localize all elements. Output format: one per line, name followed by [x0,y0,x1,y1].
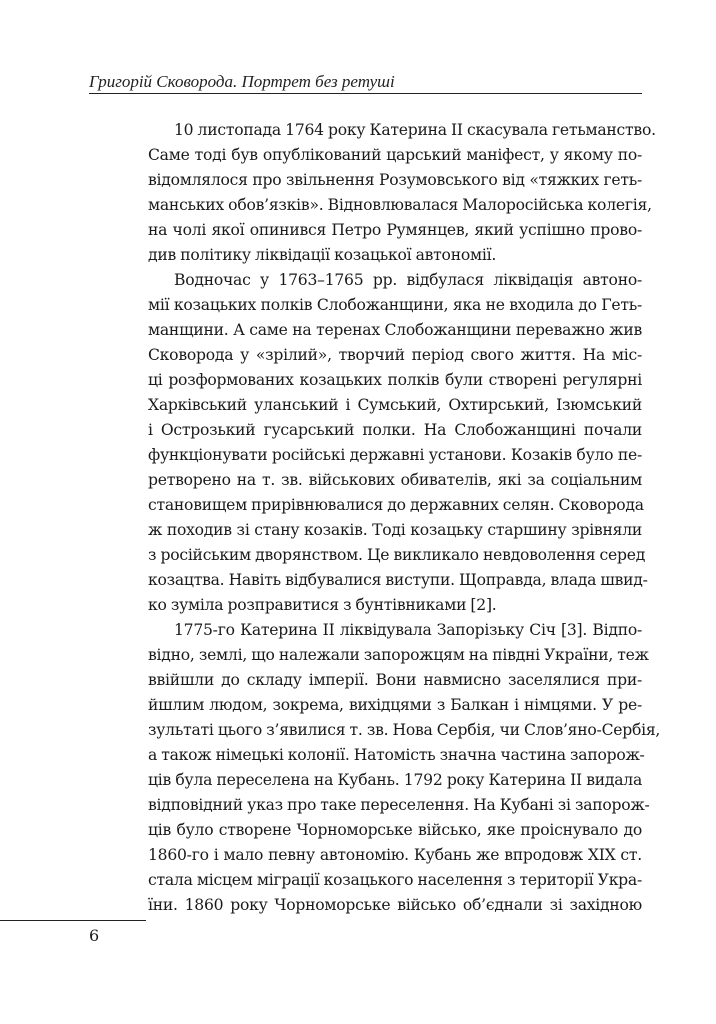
text-line: Харківський уланський і Сумський, Охтирський, Ізюмський [148,396,642,414]
header-divider [89,93,642,94]
text-line: ців була переселена на Кубань. 1792 року Катерина ІІ видала [148,771,642,789]
text-line: ців було створене Чорноморське військо, яке проіснувало до [148,821,642,839]
text-line: мії козацьких полків Слобожанщини, яка не входила до Геть- [148,296,642,314]
text-line: ко зуміла розправитися з бунтівниками [2]. [148,596,497,614]
footer-divider [0,920,146,921]
text-line: відно, землі, що належали запорожцям на півдні України, теж [148,646,649,664]
text-line: відповідний указ про таке переселення. На Кубані зі запорож- [148,796,650,814]
text-line: манських обов’язків». Відновлювалася Малоросійська колегія, [148,196,652,214]
text-line: ж походив зі стану козаків. Тоді козацьку старшину зрівняли [148,521,642,539]
body-text [148,118,661,918]
text-line: Сковорода у «зрілий», творчий період свого життя. На міс- [148,346,642,364]
text-line: 1860-го і мало певну автономію. Кубань же впродовж XIX ст. [148,846,642,864]
text-line: козацтва. Навіть відбувалися виступи. Щоправда, влада швид- [148,571,648,589]
page-number: 6 [89,926,100,945]
text-line: їни. 1860 року Чорноморське військо об’єднали зі західною [148,896,642,914]
text-line: 1775-го Катерина ІІ ліквідувала Запорізьку Січ [3]. Відпо- [174,621,642,639]
text-line: манщини. А саме на теренах Слобожанщини переважно жив [148,321,642,339]
text-line: і Острозький гусарський полки. На Слобожанщині почали [148,421,642,439]
text-line: Водночас у 1763–1765 рр. відбулася ліквідація автоно- [174,271,642,289]
text-line: становищем прирівнювалися до державних селян. Сковорода [148,496,644,514]
text-line: з російським дворянством. Це викликало невдоволення серед [148,546,646,564]
text-line: відомлялося про звільнення Розумовського від «тяжких геть- [148,171,642,189]
text-line: 10 листопада 1764 року Катерина ІІ скасувала гетьманство. [174,121,656,139]
text-line: а також німецькі колонії. Натомість значна частина запорож- [148,746,645,764]
running-header-title: Григорій Сковорода. Портрет без ретуші [89,72,395,91]
text-line: Саме тоді був опублікований царський маніфест, у якому по- [148,146,642,164]
text-line: ретворено на т. зв. військових обивателів, які за соціальним [148,471,642,489]
text-line: йшлим людом, зокрема, вихідцями з Балкан і німцями. У ре- [148,696,642,714]
text-line: зультаті цього з’явилися т. зв. Нова Сербія, чи Слов’яно-Сербія, [148,721,661,739]
text-line: на чолі якої опинився Петро Румянцев, який успішно прово- [148,221,642,239]
text-line: стала місцем міграції козацького населення з території Укра- [148,871,642,889]
text-line: функціонувати російські державні установи. Козаків було пе- [148,446,642,464]
text-line: див політику ліквідації козацької автономії. [148,246,497,264]
text-line: ці розформованих козацьких полків були створені регулярні [148,371,642,389]
text-line: ввійшли до складу імперії. Вони навмисно заселялися при- [148,671,642,689]
